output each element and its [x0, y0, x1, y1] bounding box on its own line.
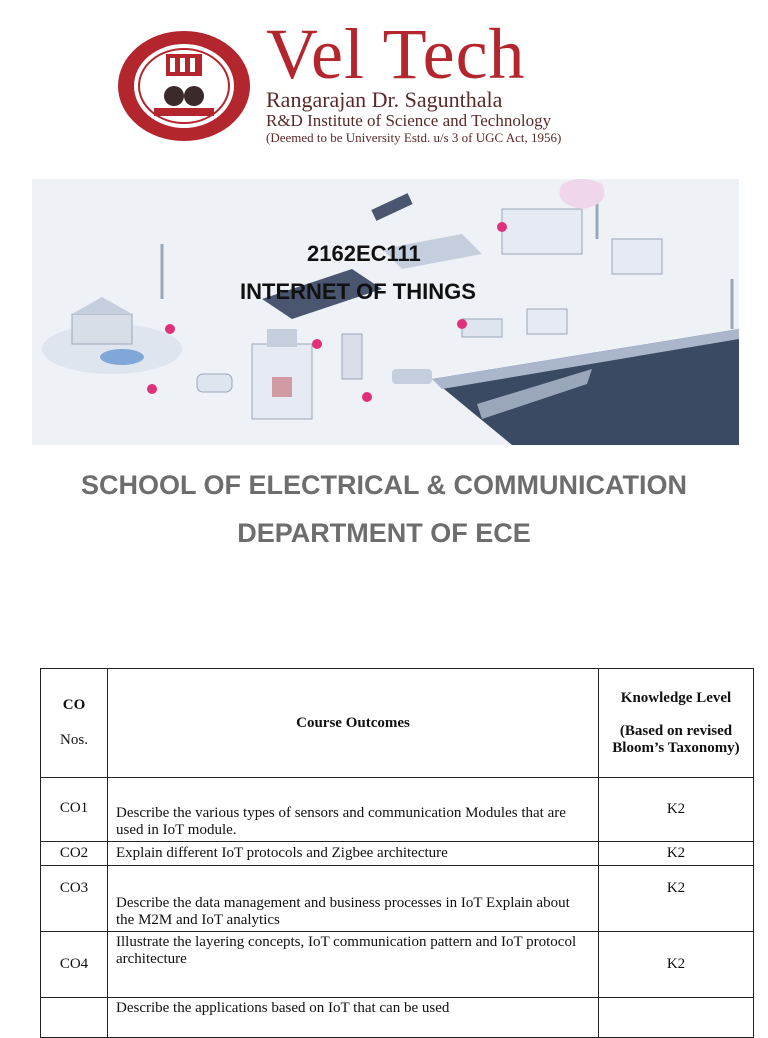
brand-name: Vel Tech — [266, 14, 526, 94]
iot-banner — [32, 179, 739, 445]
school-heading: SCHOOL OF ELECTRICAL & COMMUNICATION — [81, 470, 687, 500]
knowledge-level: K2 — [599, 866, 754, 932]
university-seal-logo — [114, 28, 254, 144]
header-knowledge-level-label: Knowledge Level — [620, 689, 732, 706]
outcome-text: Describe the data management and business processes in IoT Explain about the M2M and IoT analytics — [108, 866, 599, 932]
institute-note: (Deemed to be University Estd. u/s 3 of UGC Act, 1956) — [266, 130, 562, 145]
co-number: CO4 — [41, 932, 108, 998]
table-row — [41, 866, 754, 932]
institute-name: Rangarajan Dr. Sagunthala — [266, 87, 503, 112]
co-number: CO2 — [41, 842, 108, 866]
header-co: CO — [62, 697, 86, 713]
header-course-outcomes: Course Outcomes — [108, 669, 599, 778]
knowledge-level: K2 — [599, 932, 754, 998]
table-row — [41, 842, 754, 866]
outcome-text: Describe the various types of sensors and communication Modules that are used in IoT module. — [108, 778, 599, 842]
co-number — [41, 998, 108, 1038]
header-co-nos — [41, 669, 108, 778]
table-header-row — [41, 669, 754, 778]
course-code: 2162EC111 — [307, 241, 421, 266]
table-row — [41, 998, 754, 1038]
co-number: CO3 — [41, 866, 108, 932]
institute-subtitle: R&D Institute of Science and Technology — [266, 111, 552, 130]
header-blooms: (Based on revised Bloom’s Taxonomy) — [612, 722, 740, 756]
co-number: CO1 — [41, 778, 108, 842]
knowledge-level — [599, 998, 754, 1038]
outcome-text: Describe the applications based on IoT that can be used — [108, 998, 599, 1038]
course-outcomes-table — [40, 668, 754, 1038]
table-row — [41, 932, 754, 998]
knowledge-level: K2 — [599, 778, 754, 842]
course-title: INTERNET OF THINGS — [240, 279, 476, 304]
outcome-text: Illustrate the layering concepts, IoT communication pattern and IoT protocol architecture — [108, 932, 599, 998]
knowledge-level: K2 — [599, 842, 754, 866]
smart-city-illustration — [32, 179, 739, 445]
table-row — [41, 778, 754, 842]
header-nos: Nos. — [60, 732, 88, 748]
outcome-text: Explain different IoT protocols and Zigbee architecture — [108, 842, 599, 866]
department-heading: DEPARTMENT OF ECE — [237, 518, 531, 548]
header-knowledge-level — [599, 669, 754, 778]
